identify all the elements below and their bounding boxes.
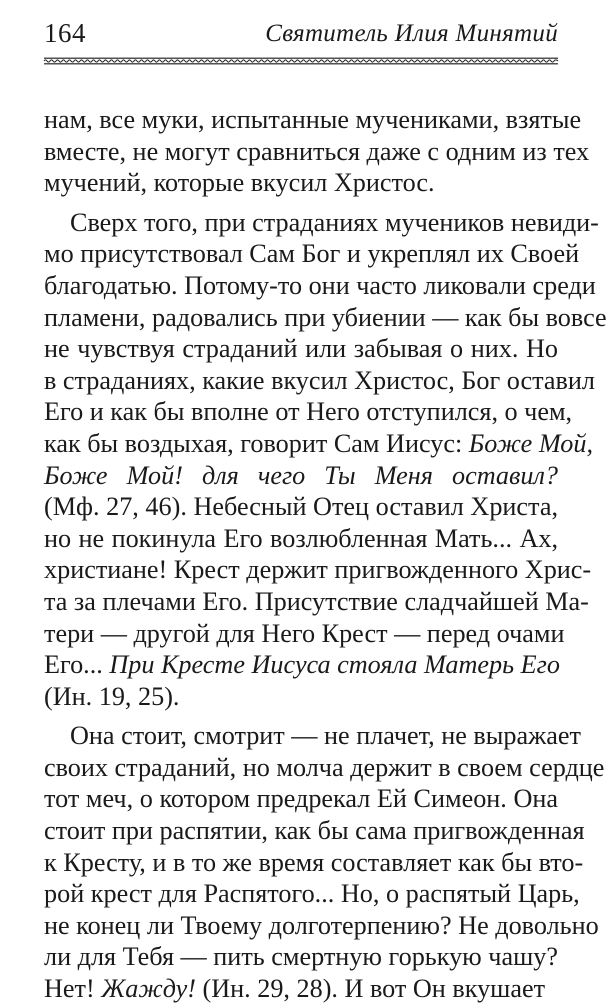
text-run: стоит при распятии, как бы сама пригвожденная xyxy=(44,816,585,846)
text-run: нам, все муки, испытанные мучениками, взятые xyxy=(44,105,582,134)
text-run: христиане! Крест держит пригвожденного Хрис- xyxy=(44,555,592,585)
text-line xyxy=(44,207,599,239)
text-run: Нет! xyxy=(44,974,102,1004)
text-line xyxy=(44,941,558,973)
text-run: та за плечами Его. Присутствие сладчайшей Ма- xyxy=(44,586,589,616)
text-line xyxy=(44,396,573,428)
text-run: тери — другой для Него Крест — перед очами xyxy=(44,618,565,648)
text-line xyxy=(44,238,580,270)
body-text xyxy=(44,104,607,1005)
text-run: но не покинула Его возлюбленная Мать... Ах, xyxy=(44,523,558,553)
text-run: Его... xyxy=(44,650,110,680)
page-header xyxy=(44,16,558,52)
text-run: Его и как бы вполне от Него отступился, о чем, xyxy=(44,397,573,427)
text-line xyxy=(44,104,582,136)
italic-quote: Боже Мой! для чего Ты Меня оставил? xyxy=(44,460,558,490)
text-line xyxy=(44,618,565,650)
text-run: тот меч, о котором предрекал Ей Симеон. Она xyxy=(44,784,558,814)
text-run: мо присутствовал Сам Бог и укреплял их Своей xyxy=(44,239,580,269)
text-run: Она стоит, смотрит — не плачет, не выражает xyxy=(70,721,581,751)
text-run: к Кресту, и в то же время составляет как бы вто- xyxy=(44,847,584,877)
text-line xyxy=(44,720,581,752)
text-line xyxy=(44,752,605,784)
text-line xyxy=(44,783,558,815)
text-line xyxy=(44,428,594,460)
text-run: вместе, не могут сравниться даже с одним из тех xyxy=(44,136,590,166)
text-line xyxy=(44,167,558,199)
text-line xyxy=(44,681,558,713)
text-line xyxy=(44,136,590,168)
text-run: Сверх того, при страданиях мучеников невиди- xyxy=(70,207,599,237)
decorative-rule xyxy=(44,57,558,65)
text-run: (Ин. 19, 25). xyxy=(44,681,180,711)
italic-quote: При Кресте Иисуса стояла Матерь Его xyxy=(109,650,560,680)
text-line xyxy=(44,365,595,397)
paragraph-gap xyxy=(44,199,558,207)
paragraph-gap xyxy=(44,712,558,720)
text-run: рой крест для Распятого... Но, о распятый Царь, xyxy=(44,879,580,909)
text-run: не чувствуя страданий или забывая о них. Но xyxy=(44,334,558,364)
text-run: ли для Тебя — пить смертную горькую чашу? xyxy=(44,942,558,972)
text-line xyxy=(44,973,558,1005)
text-line xyxy=(44,333,558,365)
page-number: 164 xyxy=(44,18,86,48)
text-line xyxy=(44,878,580,910)
text-line xyxy=(44,554,592,586)
text-run: (Мф. 27, 46). Небесный Отец оставил Христа, xyxy=(44,492,558,522)
text-run: пламени, радовались при убиении — как бы вовсе xyxy=(44,302,607,332)
text-line xyxy=(44,847,584,879)
text-line xyxy=(44,302,607,334)
text-run: благодатью. Потому-то они часто ликовали среди xyxy=(44,270,596,300)
book-page xyxy=(44,16,607,1004)
text-run: в страданиях, какие вкусил Христос, Бог оставил xyxy=(44,365,595,395)
text-line xyxy=(44,523,558,555)
running-title: Святитель Илия Минятий xyxy=(265,20,558,47)
text-run: не конец ли Твоему долготерпению? Не довольно xyxy=(44,910,599,940)
italic-quote: Жажду! xyxy=(101,974,196,1004)
text-run: как бы воздыхая, говорит Сам Иисус: xyxy=(44,428,469,458)
text-line xyxy=(44,910,599,942)
text-run: своих страданий, но молча держит в своем сердце xyxy=(44,752,605,782)
text-line xyxy=(44,649,558,681)
text-line xyxy=(44,491,558,523)
text-line xyxy=(44,815,585,847)
italic-quote: Боже Мой, xyxy=(468,428,594,458)
text-run: (Ин. 29, 28). И вот Он вкушает xyxy=(195,974,546,1004)
text-run: мучений, которые вкусил Христос. xyxy=(44,168,435,198)
text-line xyxy=(44,460,558,492)
text-line xyxy=(44,270,596,302)
text-line xyxy=(44,586,589,618)
